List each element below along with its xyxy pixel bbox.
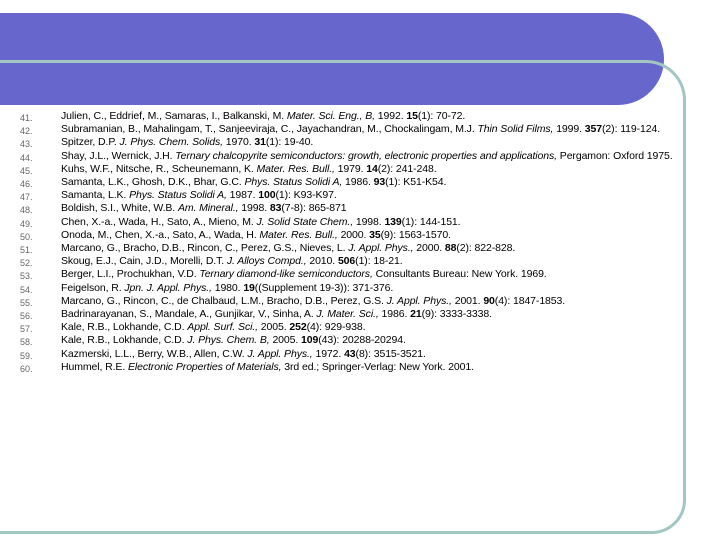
reference-number: 57.	[20, 324, 33, 335]
citation-text: Julien, C., Eddrief, M., Samaras, I., Balkanski, M.	[61, 110, 287, 122]
citation-text: Berger, L.I., Prochukhan, V.D.	[61, 268, 200, 281]
reference-item	[0, 216, 712, 229]
citation-text: 2000.	[337, 228, 370, 241]
reference-item	[0, 308, 712, 321]
citation-text: 1980.	[211, 281, 244, 294]
reference-number: 45.	[20, 165, 33, 176]
citation-text: 2001.	[451, 294, 484, 307]
reference-item	[0, 189, 712, 202]
reference-text	[61, 123, 712, 136]
volume-number: 43	[344, 347, 356, 360]
citation-text: Pergamon: Oxford 1975.	[556, 149, 673, 162]
journal-title: Phys. Status Solidi A,	[244, 176, 343, 189]
reference-text	[61, 361, 712, 374]
citation-text: 1986.	[342, 176, 374, 189]
reference-number: 41.	[20, 113, 33, 123]
reference-number: 54.	[20, 284, 33, 295]
journal-title: Electronic Properties of Materials,	[127, 360, 282, 373]
journal-title: J. Phys. Chem. B,	[187, 334, 270, 347]
citation-text: (1): 19-40.	[265, 136, 314, 149]
volume-number: 93	[373, 176, 386, 189]
citation-text: Kuhs, W.F., Nitsche, R., Scheunemann, K.	[61, 162, 257, 175]
journal-title: Phys. Status Solidi A,	[129, 189, 227, 202]
reference-text	[61, 242, 712, 255]
reference-item	[0, 229, 712, 242]
reference-text	[61, 255, 712, 268]
citation-text: 1979.	[334, 162, 367, 175]
citation-text: (2): 241-248.	[377, 162, 437, 175]
reference-text	[61, 282, 712, 295]
citation-text: 2010.	[306, 255, 338, 268]
journal-title: J. Appl. Phys.,	[247, 347, 313, 360]
reference-text	[61, 308, 712, 321]
reference-text	[61, 321, 712, 334]
citation-text: Chen, X.-a., Wada, H., Sato, A., Mieno, M.	[61, 215, 257, 228]
reference-list	[0, 110, 712, 374]
citation-text: Kale, R.B., Lokhande, C.D.	[61, 321, 188, 334]
citation-text: 1999.	[553, 123, 585, 136]
reference-number: 50.	[20, 231, 33, 242]
volume-number: 139	[384, 215, 402, 228]
reference-text	[61, 202, 712, 215]
journal-title: Ternary diamond-like semiconductors,	[199, 268, 373, 281]
citation-text: (1): 18-21.	[355, 255, 403, 268]
volume-number: 252	[289, 321, 307, 334]
reference-item	[0, 361, 712, 374]
reference-number: 43.	[20, 139, 33, 150]
citation-text: 1970.	[222, 136, 255, 149]
reference-item	[0, 282, 712, 295]
journal-title: Mater. Res. Bull.,	[259, 228, 338, 241]
reference-number: 46.	[20, 179, 33, 190]
citation-text: 1998.	[238, 202, 270, 215]
volume-number: 19	[243, 281, 255, 294]
journal-title: Jpn. J. Appl. Phys.,	[124, 281, 212, 294]
citation-text: (9): 3333-3338.	[421, 308, 492, 321]
reference-text	[61, 150, 712, 163]
reference-number: 44.	[20, 152, 33, 163]
volume-number: 15	[406, 110, 418, 122]
citation-text: 1992.	[374, 110, 407, 122]
reference-item	[0, 334, 712, 347]
reference-number: 58.	[20, 337, 33, 348]
reference-number: 47.	[20, 192, 33, 203]
volume-number: 14	[366, 162, 378, 175]
citation-text: (8): 3515-3521.	[355, 347, 426, 360]
volume-number: 35	[369, 228, 381, 241]
journal-title: Thin Solid Films,	[477, 123, 554, 136]
citation-text: 2000.	[413, 242, 445, 255]
journal-title: Am. Mineral.,	[177, 202, 239, 215]
reference-item	[0, 255, 712, 268]
citation-text: (1): K93-K97.	[275, 189, 337, 202]
citation-text: 2005.	[257, 321, 290, 334]
reference-number: 55.	[20, 297, 33, 308]
citation-text: Subramanian, B., Mahalingam, T., Sanjeeviraja, C., Jayachandran, M., Chockalingam, M.J.	[61, 123, 478, 136]
citation-text: (1): 70-72.	[417, 110, 466, 122]
reference-number: 53.	[20, 271, 33, 282]
reference-number: 59.	[20, 350, 33, 361]
reference-item	[0, 295, 712, 308]
journal-title: J. Appl. Phys.,	[348, 242, 414, 255]
reference-item	[0, 321, 712, 334]
reference-item	[0, 110, 712, 123]
citation-text: 1986.	[378, 308, 411, 321]
journal-title: J. Mater. Sci.,	[316, 308, 379, 321]
citation-text: (2): 822-828.	[456, 242, 516, 255]
journal-title: Ternary chalcopyrite semiconductors: growth, electronic properties and applications,	[175, 149, 557, 162]
citation-text: Kale, R.B., Lokhande, C.D.	[61, 334, 188, 347]
reference-text	[61, 229, 712, 242]
reference-item	[0, 163, 712, 176]
citation-text: Shay, J.L., Wernick, J.H.	[61, 149, 176, 162]
citation-text: 1972.	[312, 347, 345, 360]
reference-number: 56.	[20, 311, 33, 322]
citation-text: Hummel, R.E.	[61, 360, 128, 373]
reference-number: 52.	[20, 258, 33, 269]
volume-number: 109	[301, 334, 319, 347]
citation-text: 1998.	[353, 215, 385, 228]
volume-number: 21	[410, 308, 422, 321]
citation-text: Boldish, S.I., White, W.B.	[61, 202, 178, 215]
reference-text	[61, 136, 712, 149]
reference-text	[61, 295, 712, 308]
citation-text: Kazmerski, L.L., Berry, W.B., Allen, C.W.	[61, 347, 248, 360]
reference-number: 42.	[20, 126, 33, 137]
citation-text: (2): 119-124.	[602, 123, 661, 136]
citation-text: (4): 1847-1853.	[494, 294, 566, 307]
citation-text: Onoda, M., Chen, X.-a., Sato, A., Wada, H.	[61, 228, 260, 241]
citation-text: ((Supplement 19-3)): 371-376.	[254, 281, 394, 294]
citation-text: Skoug, E.J., Cain, J.D., Morelli, D.T.	[61, 255, 227, 268]
citation-text: Marcano, G., Bracho, D.B., Rincon, C., Perez, G.S., Nieves, L.	[61, 242, 349, 255]
reference-text	[61, 334, 712, 347]
reference-item	[0, 136, 712, 149]
citation-text: (9): 1563-1570.	[380, 228, 451, 241]
reference-text	[61, 268, 712, 281]
volume-number: 90	[483, 294, 495, 307]
citation-text: Samanta, L.K.	[61, 189, 130, 202]
reference-number: 48.	[20, 205, 33, 216]
citation-text: Samanta, L.K., Ghosh, D.K., Bhar, G.C.	[61, 176, 245, 189]
reference-text	[61, 110, 712, 123]
reference-item	[0, 242, 712, 255]
volume-number: 83	[269, 202, 282, 215]
journal-title: J. Phys. Chem. Solids,	[119, 136, 223, 149]
reference-text	[61, 163, 712, 176]
reference-item	[0, 348, 712, 361]
citation-text: (1): 144-151.	[401, 215, 461, 228]
citation-text: 1987.	[226, 189, 259, 202]
citation-text: Spitzer, D.P.	[61, 136, 120, 149]
citation-text: 3rd ed.; Springer-Verlag: New York. 2001.	[281, 360, 474, 373]
volume-number: 88	[444, 242, 457, 255]
volume-number: 31	[254, 136, 266, 149]
journal-title: Appl. Surf. Sci.,	[187, 321, 258, 334]
reference-item	[0, 176, 712, 189]
citation-text: (7-8): 865-871	[281, 202, 347, 215]
citation-text: Badrinarayanan, S., Mandale, A., Gunjikar, V., Sinha, A.	[61, 308, 317, 321]
volume-number: 506	[337, 255, 356, 268]
journal-title: Mater. Res. Bull.,	[256, 162, 335, 175]
journal-title: J. Appl. Phys.,	[386, 294, 452, 307]
reference-item	[0, 268, 712, 281]
reference-number: 51.	[20, 245, 33, 256]
citation-text: (43): 20288-20294.	[318, 334, 406, 347]
journal-title: J. Solid State Chem.,	[256, 215, 354, 228]
journal-title: Mater. Sci. Eng., B,	[286, 110, 375, 122]
reference-item	[0, 150, 712, 163]
citation-text: 2005.	[269, 334, 302, 347]
reference-text	[61, 176, 712, 189]
reference-number: 60.	[20, 363, 33, 374]
citation-text: Feigelson, R.	[61, 281, 125, 294]
reference-text	[61, 189, 712, 202]
reference-text	[61, 348, 712, 361]
citation-text: Marcano, G., Rincon, C., de Chalbaud, L.M., Bracho, D.B., Perez, G.S.	[61, 294, 387, 307]
citation-text: (1): K51-K54.	[385, 176, 447, 189]
reference-item	[0, 123, 712, 136]
citation-text: (4): 929-938.	[306, 321, 366, 334]
reference-text	[61, 216, 712, 229]
citation-text: Consultants Bureau: New York. 1969.	[372, 268, 547, 281]
volume-number: 357	[584, 123, 603, 136]
reference-item	[0, 202, 712, 215]
volume-number: 100	[258, 189, 276, 202]
journal-title: J. Alloys Compd.,	[226, 255, 307, 268]
reference-number: 49.	[20, 218, 33, 229]
